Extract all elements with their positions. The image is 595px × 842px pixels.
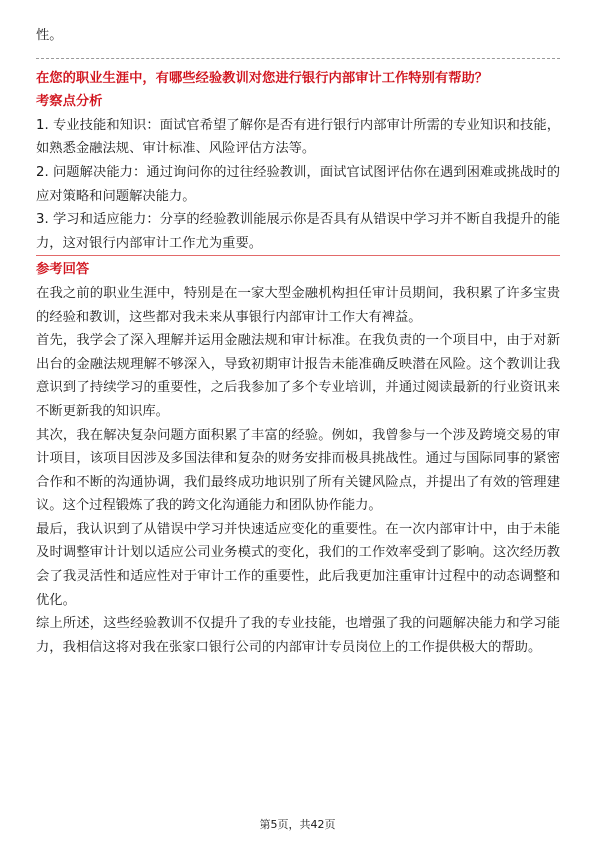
answer-paragraph: 其次，我在解决复杂问题方面积累了丰富的经验。例如，我曾参与一个涉及跨境交易的审计项目，该项目因涉及多国法律和复杂的财务安排而极具挑战性。通过与国际同事的紧密合作和不断的沟通协调，我们最终成功地识别了所有关键风险点，并提出了有效的管理建议。这个过程锻炼了我的跨文化沟通能力和团队协作能力。 [36, 427, 560, 514]
answer-paragraph: 首先，我学会了深入理解并运用金融法规和审计标准。在我负责的一个项目中，由于对新出台的金融法规理解不够深入，导致初期审计报告未能准确反映潜在风险。这个教训让我意识到了持续学习的重要性，之后我参加了多个专业培训，并通过阅读最新的行业资讯来不断更新我的知识库。 [36, 333, 560, 419]
page-number: 第5页，共42页 [259, 818, 336, 831]
analysis-item: 3. 学习和适应能力：分享的经验教训能展示你是否具有从错误中学习并不断自我提升的能力，这对银行内部审计工作尤为重要。 [36, 212, 560, 251]
analysis-title: 考察点分析 [36, 94, 103, 110]
document-page [36, 24, 560, 659]
answer-paragraph: 最后，我认识到了从错误中学习并快速适应变化的重要性。在一次内部审计中，由于未能及时调整审计计划以适应公司业务模式的变化，我们的工作效率受到了影响。这次经历教会了我灵活性和适应性对于审计工作的重要性，此后我更加注重审计过程中的动态调整和优化。 [36, 521, 560, 608]
dashed-divider [36, 58, 560, 59]
answer-paragraph: 在我之前的职业生涯中，特别是在一家大型金融机构担任审计员期间，我积累了许多宝贵的经验和教训，这些都对我未来从事银行内部审计工作大有裨益。 [36, 285, 560, 325]
analysis-item: 2. 问题解决能力：通过询问你的过往经验教训，面试官试图评估你在遇到困难或挑战时的应对策略和问题解决能力。 [36, 164, 560, 204]
interview-question: 在您的职业生涯中，有哪些经验教训对您进行银行内部审计工作特别有帮助？ [36, 70, 489, 86]
analysis-item: 1. 专业技能和知识：面试官希望了解你是否有进行银行内部审计所需的专业知识和技能，如熟悉金融法规、审计标准、风险评估方法等。 [36, 117, 560, 157]
analysis-section-end [36, 208, 560, 256]
answer-title: 参考回答 [36, 262, 90, 278]
answer-paragraph: 综上所述，这些经验教训不仅提升了我的专业技能，也增强了我的问题解决能力和学习能力，我相信这将对我在张家口银行公司的内部审计专员岗位上的工作提供极大的帮助。 [36, 616, 560, 655]
continued-text: 性。 [36, 28, 63, 43]
